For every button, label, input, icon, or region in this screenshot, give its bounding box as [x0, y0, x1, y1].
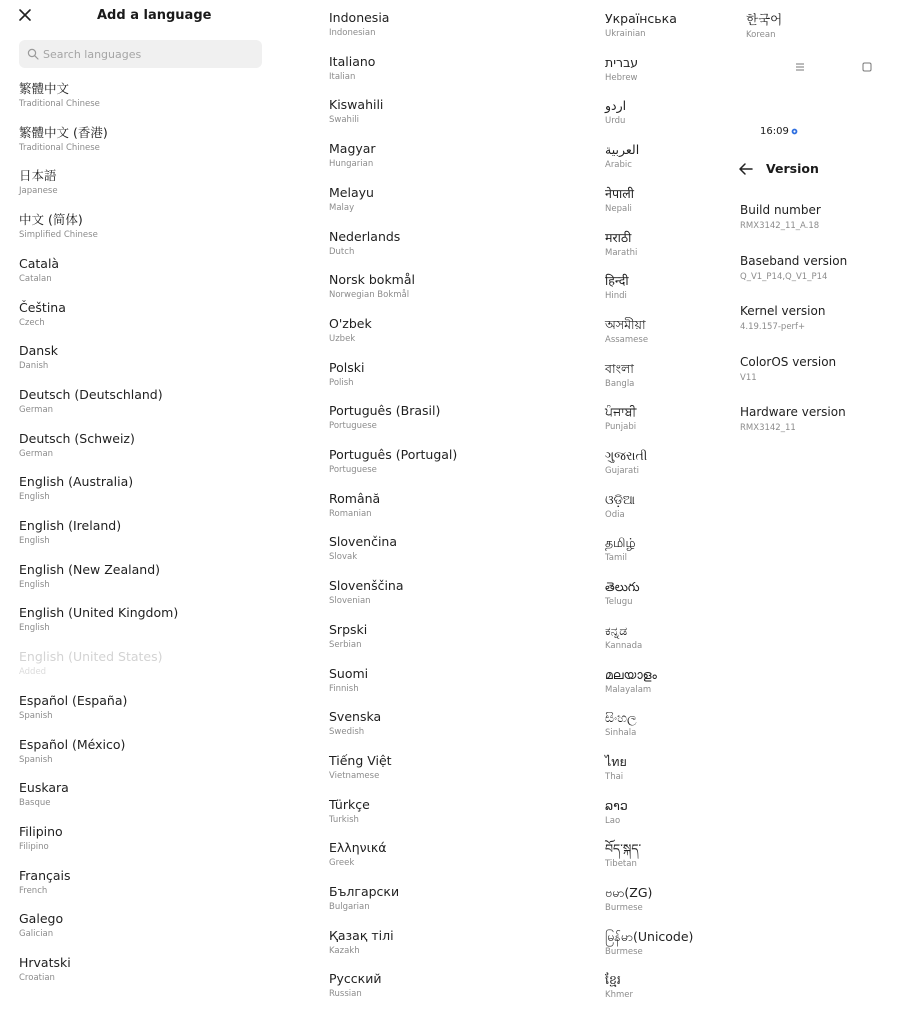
- language-item-kazakh[interactable]: [329, 928, 599, 968]
- language-item-assamese[interactable]: [605, 317, 745, 357]
- language-native-name: অসমীয়া: [605, 316, 646, 332]
- language-item-polish[interactable]: [329, 360, 599, 400]
- language-native-name: Türkçe: [329, 796, 370, 812]
- language-english-name: Kannada: [605, 640, 643, 651]
- language-native-name: ગુજરાતી: [605, 448, 648, 463]
- language-item-russian[interactable]: [329, 971, 599, 1011]
- language-native-name: العربية: [605, 142, 640, 158]
- version-label: Build number: [740, 203, 821, 217]
- search-bar[interactable]: [19, 40, 262, 68]
- language-english-name: German: [19, 404, 54, 415]
- language-english-name: German: [19, 448, 54, 459]
- language-item-korean[interactable]: [746, 12, 886, 52]
- language-native-name: ਪੰਜਾਬੀ: [605, 404, 637, 420]
- language-english-name: Vietnamese: [329, 770, 380, 781]
- language-item-hebrew[interactable]: [605, 55, 745, 95]
- language-item-portuguese[interactable]: [329, 447, 599, 487]
- back-arrow-icon[interactable]: [738, 162, 754, 176]
- language-item-ukrainian[interactable]: [605, 11, 745, 51]
- language-english-name: Japanese: [19, 186, 58, 197]
- language-english-name: Hebrew: [605, 72, 638, 83]
- language-item-norwegian-bokm-l[interactable]: [329, 272, 599, 312]
- language-english-name: Malay: [329, 202, 355, 213]
- language-native-name: Deutsch (Schweiz): [19, 430, 135, 446]
- language-item-uzbek[interactable]: [329, 316, 599, 356]
- language-english-name: Italian: [329, 71, 356, 82]
- language-native-name: Čeština: [19, 299, 66, 315]
- language-item-portuguese[interactable]: [329, 403, 599, 443]
- language-english-name: English: [19, 536, 50, 546]
- language-native-name: తెలుగు: [605, 579, 640, 595]
- language-item-slovak[interactable]: [329, 534, 599, 574]
- language-native-name: 繁體中文: [19, 81, 70, 96]
- language-native-name: Català: [19, 255, 60, 271]
- language-native-name: Norsk bokmål: [329, 272, 415, 288]
- language-item-serbian[interactable]: [329, 622, 599, 662]
- language-item-english[interactable]: [19, 562, 299, 602]
- language-native-name: Español (España): [19, 692, 128, 708]
- language-native-name: ລາວ: [605, 797, 628, 813]
- language-item-english[interactable]: [19, 605, 299, 645]
- language-item-marathi[interactable]: [605, 230, 745, 270]
- language-native-name: Nederlands: [329, 228, 401, 244]
- language-native-name: Português (Brasil): [329, 403, 441, 419]
- version-item-baseband-version[interactable]: [740, 254, 900, 294]
- language-native-name: Slovenščina: [329, 578, 404, 594]
- language-english-name: Simplified Chinese: [19, 230, 98, 241]
- language-english-name: Urdu: [605, 116, 626, 127]
- language-item-swahili[interactable]: [329, 97, 599, 137]
- language-native-name: Ελληνικά: [329, 840, 387, 856]
- language-native-name: English (Ireland): [19, 518, 122, 533]
- language-english-name: Catalan: [19, 273, 52, 284]
- language-native-name: Български: [329, 884, 400, 899]
- language-english-name: French: [19, 885, 48, 896]
- language-native-name: Tiếng Việt: [329, 752, 392, 768]
- language-item-thai[interactable]: [605, 754, 745, 794]
- settings-gear-icon: [790, 127, 799, 136]
- version-value: RMX3142_11: [740, 423, 796, 433]
- language-native-name: Português (Portugal): [329, 447, 458, 462]
- version-label: Baseband version: [740, 253, 848, 268]
- language-item-hindi[interactable]: [605, 273, 745, 313]
- language-english-name: Tibetan: [605, 859, 637, 870]
- language-native-name: Filipino: [19, 823, 63, 839]
- page-title: Add a language: [97, 8, 212, 23]
- language-item-spanish[interactable]: [19, 693, 299, 733]
- language-item-english[interactable]: [19, 474, 299, 514]
- language-english-name: Romanian: [329, 508, 372, 519]
- version-label: Kernel version: [740, 304, 826, 318]
- recent-apps-icon[interactable]: [861, 61, 873, 73]
- language-english-name: English: [19, 579, 50, 590]
- language-english-name: Spanish: [19, 754, 53, 765]
- language-list-continued: [310, 0, 580, 1000]
- language-english-name: Sinhala: [605, 728, 637, 739]
- added-status-label: Added: [19, 667, 47, 678]
- language-native-name: ဗမာ(ZG): [605, 885, 653, 900]
- language-item-german[interactable]: [19, 387, 299, 427]
- language-item-tibetan[interactable]: [605, 841, 745, 881]
- language-english-name: Punjabi: [605, 422, 637, 433]
- version-label: ColorOS version: [740, 354, 837, 369]
- language-native-name: Suomi: [329, 665, 369, 681]
- language-native-name: বাংলা: [605, 360, 634, 376]
- language-native-name: ಕನ್ನಡ: [605, 622, 628, 638]
- language-english-name: Portuguese: [329, 465, 377, 475]
- language-english-name: Polish: [329, 377, 354, 388]
- language-item-catalan[interactable]: [19, 256, 299, 296]
- language-native-name: Indonesia: [329, 10, 390, 25]
- language-native-name: English (United States): [19, 649, 163, 665]
- language-native-name: Русский: [329, 971, 382, 987]
- header: [0, 0, 280, 34]
- language-english-name: Malayalam: [605, 684, 652, 695]
- language-native-name: 繁體中文 (香港): [19, 124, 108, 140]
- language-english-name: Gujarati: [605, 466, 639, 476]
- language-english-name: Bulgarian: [329, 902, 370, 912]
- language-item-galician[interactable]: [19, 911, 299, 951]
- language-item-greek[interactable]: [329, 840, 599, 880]
- language-english-name: Slovenian: [329, 596, 371, 607]
- language-item-romanian[interactable]: [329, 491, 599, 531]
- language-item-added: [19, 649, 299, 689]
- language-native-name: Dansk: [19, 343, 58, 359]
- language-english-name: Dutch: [329, 246, 355, 257]
- language-native-name: Italiano: [329, 53, 376, 69]
- language-english-name: Portuguese: [329, 421, 377, 432]
- language-item-indonesian[interactable]: [329, 10, 599, 50]
- language-native-name: Galego: [19, 911, 64, 927]
- language-english-name: Turkish: [329, 814, 359, 825]
- language-english-name: Burmese: [605, 903, 643, 913]
- add-language-screen: [0, 0, 280, 1000]
- language-item-swedish[interactable]: [329, 709, 599, 749]
- language-english-name: Kazakh: [329, 945, 360, 956]
- language-native-name: Svenska: [329, 709, 382, 725]
- language-native-name: Українська: [605, 11, 677, 26]
- language-english-name: Nepali: [605, 203, 632, 214]
- language-item-spanish[interactable]: [19, 737, 299, 777]
- version-item-coloros-version[interactable]: [740, 355, 900, 395]
- language-english-name: Galician: [19, 929, 54, 940]
- language-native-name: English (Australia): [19, 474, 134, 490]
- language-native-name: བོད་སྐད་: [605, 841, 642, 857]
- language-native-name: اردو: [605, 98, 627, 114]
- language-english-name: Lao: [605, 815, 621, 826]
- language-native-name: עברית: [605, 54, 639, 70]
- language-english-name: Basque: [19, 798, 51, 809]
- language-item-hungarian[interactable]: [329, 141, 599, 181]
- status-time: 16:09: [760, 126, 789, 137]
- language-item-turkish[interactable]: [329, 797, 599, 837]
- language-english-name: Thai: [605, 771, 624, 782]
- language-native-name: ខ្មែរ: [605, 972, 621, 988]
- language-item-nepali[interactable]: [605, 186, 745, 226]
- language-item-lao[interactable]: [605, 798, 745, 838]
- language-item-malayalam[interactable]: [605, 667, 745, 707]
- language-item-malay[interactable]: [329, 185, 599, 225]
- language-item-burmese[interactable]: [605, 929, 745, 969]
- version-item-kernel-version[interactable]: [740, 304, 900, 344]
- language-item-croatian[interactable]: [19, 955, 299, 995]
- version-value: V11: [740, 372, 757, 383]
- language-item-odia[interactable]: [605, 492, 745, 532]
- language-item-simplified-chinese[interactable]: [19, 212, 299, 252]
- language-list-continued: [588, 0, 728, 1000]
- language-item-punjabi[interactable]: [605, 404, 745, 444]
- language-item-japanese[interactable]: [19, 168, 299, 208]
- language-item-finnish[interactable]: [329, 666, 599, 706]
- language-english-name: English: [19, 623, 50, 634]
- language-english-name: Czech: [19, 317, 45, 328]
- language-item-dutch[interactable]: [329, 229, 599, 269]
- language-english-name: Croatian: [19, 973, 55, 983]
- language-native-name: Français: [19, 867, 71, 883]
- language-native-name: Deutsch (Deutschland): [19, 386, 163, 402]
- language-native-name: Hrvatski: [19, 955, 71, 970]
- language-english-name: Spanish: [19, 710, 53, 721]
- language-item-french[interactable]: [19, 868, 299, 908]
- language-native-name: Kiswahili: [329, 97, 384, 113]
- language-english-name: Telugu: [605, 597, 633, 608]
- language-english-name: Khmer: [605, 990, 633, 1001]
- language-item-basque[interactable]: [19, 780, 299, 820]
- language-english-name: Burmese: [605, 946, 643, 957]
- language-native-name: English (United Kingdom): [19, 605, 179, 621]
- language-item-traditional-chinese[interactable]: [19, 81, 299, 121]
- language-native-name: ไทย: [605, 753, 627, 769]
- language-native-name: 한국어: [746, 12, 783, 27]
- language-native-name: ଓଡ଼ିଆ: [605, 491, 635, 507]
- language-native-name: සිංහල: [605, 710, 637, 726]
- language-item-tamil[interactable]: [605, 535, 745, 575]
- language-native-name: O'zbek: [329, 315, 372, 331]
- language-native-name: Қазақ тілі: [329, 927, 394, 943]
- language-native-name: Euskara: [19, 780, 69, 796]
- language-english-name: Odia: [605, 509, 625, 520]
- language-native-name: मराठी: [605, 229, 632, 245]
- language-english-name: Filipino: [19, 841, 49, 852]
- language-english-name: English: [19, 492, 50, 503]
- language-english-name: Uzbek: [329, 333, 356, 344]
- language-english-name: Marathi: [605, 247, 638, 258]
- language-item-slovenian[interactable]: [329, 578, 599, 618]
- language-english-name: Ukrainian: [605, 29, 646, 39]
- language-native-name: Español (México): [19, 736, 126, 752]
- version-item-hardware-version[interactable]: [740, 405, 900, 445]
- version-item-build-number[interactable]: [740, 203, 900, 243]
- language-item-vietnamese[interactable]: [329, 753, 599, 793]
- version-value: 4.19.157-perf+: [740, 322, 806, 332]
- language-item-filipino[interactable]: [19, 824, 299, 864]
- language-item-khmer[interactable]: [605, 972, 745, 1012]
- version-screen: [728, 0, 900, 1000]
- language-english-name: Russian: [329, 989, 362, 1000]
- language-item-arabic[interactable]: [605, 142, 745, 182]
- version-value: RMX3142_11_A.18: [740, 221, 820, 231]
- language-native-name: မြန်မာ(Unicode): [605, 928, 694, 944]
- language-english-name: Hindi: [605, 291, 627, 302]
- language-english-name: Swedish: [329, 727, 365, 738]
- version-title: Version: [766, 161, 819, 176]
- language-item-urdu[interactable]: [605, 98, 745, 138]
- menu-icon[interactable]: [794, 61, 806, 73]
- language-item-german[interactable]: [19, 431, 299, 471]
- language-native-name: English (New Zealand): [19, 561, 161, 577]
- language-native-name: മലയാളം: [605, 666, 657, 682]
- language-item-telugu[interactable]: [605, 579, 745, 619]
- language-item-bulgarian[interactable]: [329, 884, 599, 924]
- language-english-name: Korean: [746, 30, 776, 40]
- language-native-name: Slovenčina: [329, 534, 397, 550]
- language-item-gujarati[interactable]: [605, 448, 745, 488]
- language-item-burmese[interactable]: [605, 885, 745, 925]
- language-english-name: Greek: [329, 858, 355, 869]
- language-item-sinhala[interactable]: [605, 710, 745, 750]
- language-english-name: Hungarian: [329, 159, 374, 170]
- language-english-name: Slovak: [329, 552, 358, 563]
- language-native-name: Română: [329, 490, 381, 506]
- language-item-kannada[interactable]: [605, 623, 745, 663]
- language-english-name: Danish: [19, 361, 49, 372]
- language-english-name: Finnish: [329, 683, 359, 694]
- language-native-name: नेपाली: [605, 185, 634, 201]
- language-item-traditional-chinese[interactable]: [19, 125, 299, 165]
- language-item-czech[interactable]: [19, 300, 299, 340]
- language-native-name: Srpski: [329, 621, 368, 637]
- language-english-name: Arabic: [605, 160, 632, 171]
- language-native-name: தமிழ்: [605, 535, 636, 551]
- language-english-name: Norwegian Bokmål: [329, 290, 410, 301]
- language-english-name: Bangla: [605, 378, 635, 389]
- language-item-danish[interactable]: [19, 343, 299, 383]
- language-native-name: 日本語: [19, 168, 57, 184]
- language-native-name: Magyar: [329, 141, 376, 157]
- language-item-italian[interactable]: [329, 54, 599, 94]
- language-native-name: Melayu: [329, 184, 374, 200]
- language-english-name: Serbian: [329, 639, 362, 650]
- version-value: Q_V1_P14,Q_V1_P14: [740, 271, 828, 282]
- language-english-name: Assamese: [605, 334, 649, 345]
- language-native-name: हिन्दी: [605, 273, 629, 289]
- language-item-bangla[interactable]: [605, 361, 745, 401]
- version-label: Hardware version: [740, 405, 846, 419]
- close-icon[interactable]: [16, 6, 34, 24]
- language-item-english[interactable]: [19, 518, 299, 558]
- language-english-name: Swahili: [329, 115, 360, 126]
- language-english-name: Traditional Chinese: [19, 99, 100, 109]
- language-english-name: Indonesian: [329, 28, 376, 38]
- search-icon: [27, 48, 39, 60]
- search-input[interactable]: [43, 40, 253, 68]
- language-native-name: Polski: [329, 359, 365, 375]
- language-native-name: 中文 (简体): [19, 212, 83, 228]
- language-english-name: Tamil: [605, 553, 627, 564]
- language-english-name: Traditional Chinese: [19, 142, 100, 153]
